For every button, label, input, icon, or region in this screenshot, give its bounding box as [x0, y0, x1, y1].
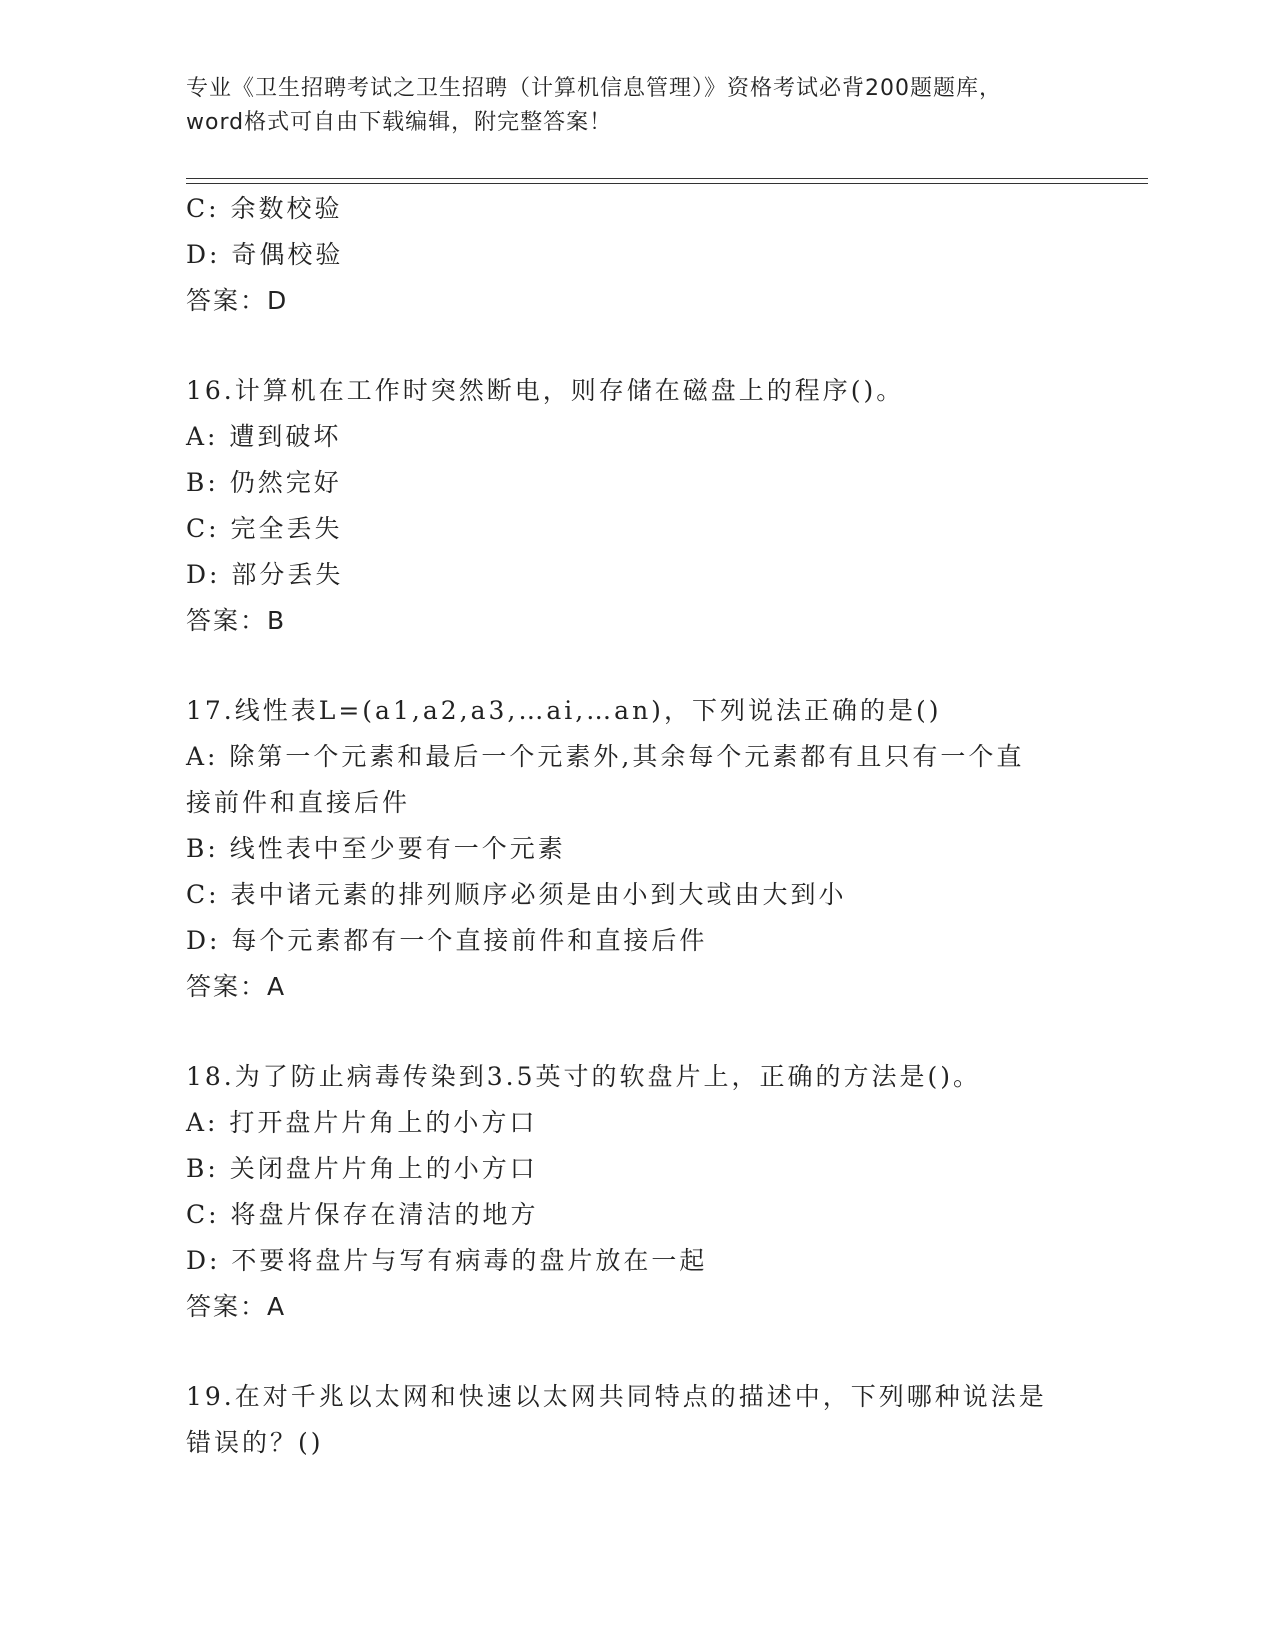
- answer-line: 答案：D: [186, 286, 289, 315]
- option-b: B: 线性表中至少要有一个元素: [186, 834, 566, 863]
- question-19: [186, 1374, 1086, 1466]
- header-title-line-2: word格式可自由下载编辑，附完整答案！: [186, 110, 613, 135]
- option-c: C: 余数校验: [186, 194, 343, 223]
- option-d: D: 奇偶校验: [186, 240, 344, 269]
- question-stem-line-1: 19.在对千兆以太网和快速以太网共同特点的描述中，下列哪种说法是: [186, 1382, 1047, 1411]
- question-16: [186, 368, 1086, 644]
- option-a: A: 遭到破坏: [186, 422, 342, 451]
- option-c: C: 表中诸元素的排列顺序必须是由小到大或由大到小: [186, 880, 847, 909]
- option-a-line-2: 接前件和直接后件: [186, 788, 411, 817]
- header-title-line-1: 专业《卫生招聘考试之卫生招聘（计算机信息管理）》资格考试必背200题题库，: [186, 76, 1002, 101]
- question-stem: 16.计算机在工作时突然断电，则存储在磁盘上的程序()。: [186, 376, 905, 405]
- option-b: B: 关闭盘片片角上的小方口: [186, 1154, 538, 1183]
- question-stem: 18.为了防止病毒传染到3.5英寸的软盘片上，正确的方法是()。: [186, 1062, 982, 1091]
- header-divider-top: [186, 178, 1148, 179]
- option-d: D: 每个元素都有一个直接前件和直接后件: [186, 926, 708, 955]
- question-17: [186, 688, 1086, 1010]
- option-d: D: 不要将盘片与写有病毒的盘片放在一起: [186, 1246, 708, 1275]
- option-c: C: 完全丢失: [186, 514, 343, 543]
- question-15-tail: [186, 186, 1086, 324]
- option-a-line-1: A: 除第一个元素和最后一个元素外,其余每个元素都有且只有一个直: [186, 742, 1025, 771]
- header-divider-bottom: [186, 183, 1148, 184]
- option-c: C: 将盘片保存在清洁的地方: [186, 1200, 539, 1229]
- question-stem: 17.线性表L=(a1,a2,a3,…ai,…an)，下列说法正确的是(): [186, 696, 942, 725]
- answer-line: 答案：A: [186, 1292, 287, 1321]
- option-d: D: 部分丢失: [186, 560, 344, 589]
- answer-line: 答案：A: [186, 972, 287, 1001]
- question-list: [186, 186, 1086, 1466]
- question-18: [186, 1054, 1086, 1330]
- option-b: B: 仍然完好: [186, 468, 342, 497]
- question-stem-line-2: 错误的？(): [186, 1428, 324, 1457]
- option-a: A: 打开盘片片角上的小方口: [186, 1108, 538, 1137]
- answer-line: 答案：B: [186, 606, 287, 635]
- document-header: [186, 72, 1086, 140]
